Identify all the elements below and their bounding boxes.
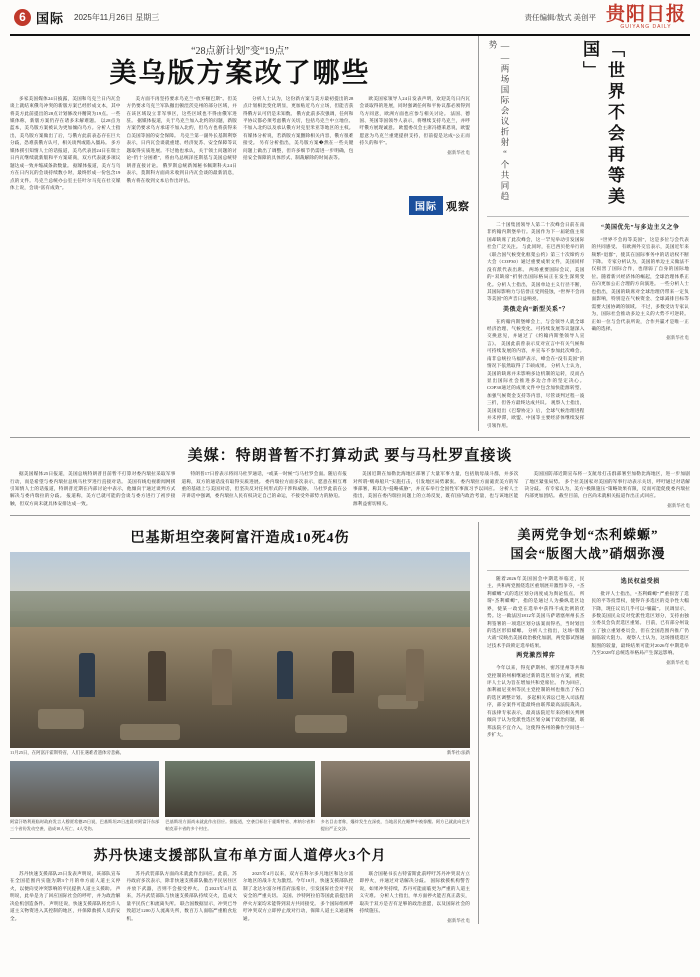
- story3-photo-caption: [10, 750, 470, 756]
- lead-byline: 据新华社电: [447, 149, 470, 155]
- section-title: 国际: [36, 10, 65, 26]
- story3-photo: [10, 552, 470, 748]
- story2-columns: [10, 470, 690, 509]
- story2-byline: 据新华社电: [667, 502, 690, 508]
- story2-para-4: 美国国防部近期宣布将一支航母打击群部署至加勒比海地区，进一步加剧了地区紧张局势。 多个拉美国家对美国的军事行动表示关切，呼吁通过对话解决分歧。 有专家认为，美方“极限施压”策略效果有限，反而可能促使委内瑞拉内部更加团结。 截至目前，白宫尚未就相关报道作出正式回应。: [524, 471, 690, 499]
- lead-headline: 美乌版方案改了哪些: [109, 58, 371, 88]
- paper-logo: [606, 5, 686, 30]
- lead-column-3: [243, 95, 354, 194]
- right-feature-column-1: [487, 221, 585, 431]
- lower-area: [10, 522, 690, 924]
- story4-column-1: [10, 870, 121, 924]
- divider-after-story2: [10, 515, 690, 516]
- story5-headline: [487, 526, 689, 564]
- story4-column-3: [243, 870, 354, 924]
- mini-photo-caption: 多名目击者称，爆炸发生在深夜，当地居民在睡梦中被惊醒。阿方已就此向巴方提出严正交涉。: [320, 819, 470, 831]
- photo-figure: [212, 649, 232, 705]
- right-feature-subhead-1: 美俄走向“新型关系”？: [502, 306, 569, 313]
- divider: [487, 216, 689, 217]
- story-sudan-ceasefire: [10, 845, 470, 924]
- lead-story: [10, 36, 470, 431]
- mini-photo-3: [321, 761, 470, 832]
- publication-date: 2025年11月26日 星期三: [74, 12, 160, 22]
- story2-column-2: [182, 470, 348, 509]
- story5-subhead-2: 选民权益受损: [620, 578, 660, 585]
- right-feature-para-2: 在约翰内斯堡峰会上，与会领导人就全球经济治理、气候变化、可持续发展等议题深入交换意见，并通过了《约翰内斯堡领导人宣言》。 美国此前曾表示反对宣言中有关气候和可持续发展的内容，并宣布不参加此次峰会。南非总统拉马福萨表示，峰会在“没有美国”的情况下依然取得了丰硕成果。 分析人士认为，美国的缺席并未影响多边机制的运转，反而凸显出国际社会推进多边合作的坚定决心。 COP30通过的成果文件中包含加快能源转型、加强气候资金支持等内容，尽管谈判过程一波三折，但各方最终达成共识。 观察人士指出，美国退出《巴黎协定》后，全球气候治理进程并未停滞，欧盟、中国等主要经济体继续发挥引领作用。: [487, 318, 585, 428]
- story5-para-2: 今年以来，得克萨斯州、密苏里州等共和党控制的州相继通过新的选区划分方案，被批评人士认为旨在增加共和党席位。 作为回应，加利福尼亚州等民主党控制的州也推出了各自的选区调整计划。 多起相关诉讼已进入司法程序，部分案件可能最终由联邦最高法院裁决。 有法律专家表示，最高法院近年来的相关判例倾向于认为党派性选区划分属于政治问题，联邦法院不宜介入，这使得各州的操作空间进一步扩大。: [487, 665, 585, 737]
- story2-column-4: [525, 470, 691, 509]
- story5-para-1: 随着2026年美国国会中期选举临近，民主、共和两党围绕选区重划展开激烈争夺，“杰利蝾螈”式的选区划分再度成为舆论焦点。 所谓“杰利蝾螈”，指的是通过人为操纵选区边界，使某一政党在选举中获得不成比例的优势。这一做法因1812年美国马萨诸塞州州长杰利签署的一项选区划分法案而得名，当时划出的选区形似蝾螈。 分析人士指出，这场“版图大战”反映出美国政治极化加剧，两党都试图通过技术手段锁定选举结果。: [487, 575, 585, 648]
- story4-para-2: 苏丹武装部队方面尚未就此作出回应。此前，苏丹政府多次表示，除非快速支援部队撤出平民居住区并放下武器，否则不会接受停火。 自2023年4月以来，苏丹武装部队与快速支援部队持续交火，造成大量平民伤亡和流离失所。 联合国数据显示，冲突已导致超过1200万人流离失所，数百万人面临严重粮食危机。: [126, 870, 237, 921]
- story3-headline: 巴基斯坦空袭阿富汗造成10死4伤: [130, 531, 350, 547]
- divider-after-story3: [10, 838, 470, 839]
- mini-photo-1: [10, 761, 159, 832]
- mini-photo-image: [321, 761, 470, 817]
- masthead-right: [525, 5, 686, 30]
- lead-para-2: 美方面不再坚持要求乌克兰“放弃顿巴斯”。但美方仍要求乌克兰军队撤出顿涅茨克州的部分区域，并在该区域设立非军事区，这些区域也不得由俄军进驻。 据媒体报道，关于乌克兰加入北约的问题，新版方案仍要求乌方承诺不加入北约，但乌方也将获得来自美国等国的安全保障。 乌克兰第一副外长基斯利察表示，日内瓦会谈就重建、经济复苏、安全保障等议题取得实质进展。不过他也承认，关于领土问题的讨论“仍十分困难”，将由乌总统泽连斯基与美国总统特朗普直接讨论。 俄罗斯总统新闻秘书佩斯科夫24日表示，莫斯科方面尚未收到日内瓦会谈的最新消息，俄方将在收到文本后作出评估。: [126, 95, 237, 183]
- story2-para-3: 美国近期在加勒比海地区部署了大量军事力量，包括航母战斗群，并多次对所谓“贩毒船只”实施打击，引发地区局势紧张。 委内瑞拉方面谴责美方的军事部署，称其为“侵略威胁”，并宣布举行全国性军事演习予以回应。 分析人士指出，美国在委内瑞拉问题上的立场反复，既有国内政治考量，也与该地区能源利益密切相关。: [353, 471, 519, 506]
- badge-guancha: 观察: [446, 200, 470, 213]
- mini-photo-image: [165, 761, 314, 817]
- divider-after-lead: [10, 437, 690, 438]
- story-gerrymandering: [478, 522, 689, 924]
- lead-kicker: “28点新计划”变“19点”: [191, 46, 289, 57]
- right-feature-column-2: [592, 221, 690, 431]
- story4-para-3: 2025年4月以来，双方在科尔多凡地区和达尔富尔地区的战斗尤为激烈。今年10月，快速支援部队控制了北达尔富尔州首府法希尔，引发国际社会对平民安全的严重关切。 美国、沙特阿拉伯等国此前提出的停火方案均未能得到双方共同接受。 多个国际组织呼吁冲突双方立即停止敌对行动，保障人道主义通道畅通。: [243, 870, 354, 921]
- photo-figure: [406, 649, 424, 701]
- story4-column-4: [360, 870, 471, 924]
- photo-rock: [120, 724, 180, 740]
- lead-para-1: 多家美国媒体24日披露，美国和乌克兰日内瓦会谈上就结束俄乌冲突的新版方案已经形成文本，其中将美方此前提出的28点计划修改并精简为19点。一些媒体称，新版方案仍存在诸多未解难题。 以28点为蓝本，美乌版方案被认为更加倾向乌方。分析人士指出，美乌版方案做出了后，与俄方此前表态存在巨大分歧，恐难获俄方认可，相关谈判或陷入僵局。 多方媒体援引知情人士的话报道，美乌代表团24日在瑞士日内瓦继续就新版和平方案磋商，双方代表就多项议题达成一致并缩减条款数量。 据媒体报道，美方与乌方在日内瓦的会谈持续数小时，最终形成一份包含19点的文件。乌克兰总统办公室主任叶尔马克在社交媒体上说，会谈“富有成效”。: [10, 95, 121, 190]
- paper-title: 贵阳日报: [605, 3, 686, 25]
- story4-para-4: 联合国秘书长古特雷斯此前呼吁苏丹冲突双方立即停火，并通过对话解决分歧。 国际救援机构警告说，如果冲突持续，苏丹可能面临更为严重的人道主义灾难。 分析人士指出，单方面停火能否真正落实，取决于双方是否有足够的政治意愿，以及国际社会的持续施压。: [359, 870, 470, 914]
- lead-column-2: [127, 95, 238, 194]
- masthead: [10, 0, 690, 36]
- right-feature-para-1: 二十国集团领导人第二十次峰会日前在南非约翰内斯堡举行。美国作为下一届轮值主席国却缺席了此次峰会，这一罕见举动引发国际社会广泛关注。 与此同时，在巴西贝伦举行的《联合国气候变化框架公约》第三十次缔约方大会（COP30）通过重要成果文件，美国同样没有派代表出席。 两场重要国际会议，美国的“双缺席”折射出国际格局正在发生深刻变化。分析人士指出，美国单边主义行径不断，其国际影响力与信誉正受到侵蚀，“世界不会再等美国”的声音日益响亮。: [487, 222, 585, 302]
- story4-para-1: 苏丹快速支援部队25日发表声明说，该部队宣布在全国范围内实施为期3个月的单方面人道主义停火，以便向受冲突影响的平民提供人道主义援助。 声明说，此举是为了回应国际社会的呼吁，并为政治解决危机创造条件。 声明还说，快速支援部队将允许人道主义物资进入其控制的地区，并保障救援人员的安全。: [10, 870, 121, 921]
- right-feature-story: [478, 36, 689, 431]
- observation-badge-row: [10, 196, 470, 215]
- story5-columns: [487, 575, 689, 740]
- badge-guoji: 国际: [409, 196, 443, 215]
- right-feature-subtitle: ——两场国际会议折射“个共同趋势: [488, 40, 510, 202]
- story-trump-maduro: [10, 444, 690, 509]
- story5-headline-line2: 国会“版图大战”硝烟弥漫: [510, 546, 666, 562]
- lead-para-4: 欧美国家领导人24日发表声明，欢迎美乌日内瓦会谈取得的进展，同时强调任何和平协议都必须得到乌方同意，欧洲方面也应参与相关讨论。 法国、德国、英国等国领导人表示，将继续支持乌克兰，并呼吁俄方展现诚意。 欧盟委员会主席冯德莱恩说，欧盟愿意为乌克兰重建提供支持，但前提是达成“公正而持久的和平”。: [359, 95, 470, 146]
- story4-column-2: [127, 870, 238, 924]
- story5-column-2: [592, 575, 690, 740]
- mini-photo-image: [10, 761, 159, 817]
- mini-photo-2: [165, 761, 314, 832]
- editor-credit: 责任编辑/敖式 美创平: [524, 12, 596, 22]
- story5-para-3: 批评人士指出，“杰利蝾螈”严重损害了选民的平等投票权，使得许多选区的竞争性大幅下降，现任议员几乎可以“躺赢”。 民调显示，多数美国民众反对党派性选区划分，支持由独立委员会负责选区重划。 目前，已有部分州设立了独立重划委员会，但在全国范围内推广仍面临较大阻力。 观察人士认为，这场围绕选区版图的较量，最终结果可能对2026年中期选举乃至2028年总统选举格局产生深远影响。: [591, 590, 689, 656]
- right-feature-headline: 「世界不会再等美国」: [580, 40, 624, 208]
- lead-column-4: [360, 95, 471, 194]
- story5-byline: 据新华社电: [666, 659, 689, 665]
- photo-caption-text: 11月25日，在阿富汗霍斯特省，人们在遇难者遗体旁悲痛。: [10, 750, 124, 756]
- photo-figure: [277, 651, 293, 699]
- lead-para-3: 分析人士认为，这份新方案与美方最初提出的28点计划相比变化明显，更加贴近乌方立场，但能否获得俄方认可仍是未知数。 俄方此前多次强调，任何和平协议都必须考虑俄方关切，包括乌克兰中立地位、不加入北约以及承认俄方对克里米亚等地区的主权。 有媒体分析说，若新版方案删除相关内容，俄方很难接受。 另有分析指出，美乌版方案�然在一些关键问题上做出了调整，但许多细节仍需进一步明确，包括安全保障的具体形式、制裁解除的时间表等。: [243, 95, 354, 161]
- top-area: [10, 36, 690, 431]
- story2-headline: 美媒：特朗普暂不打算动武 要与马杜罗直接谈: [187, 448, 513, 465]
- story3-mini-photos: [10, 761, 470, 832]
- story4-headline: 苏丹快速支援部队宣布单方面人道停火3个月: [93, 848, 387, 864]
- divider: [487, 570, 689, 571]
- right-feature-subhead-2: “美国优先”与多边主义之争: [600, 225, 680, 231]
- photo-figure: [332, 651, 354, 693]
- page-number-badge: 6: [14, 9, 31, 26]
- story2-para-1: 据美国媒体25日报道，美国总统特朗普目前暂不打算对委内瑞拉采取军事行动，而是希望与委内瑞拉总统马杜罗进行直接对话。 美国有线电视新闻网援引知情人士的话报道，特朗普近期在内部讨论中表示，他倾向于通过谈判方式解决与委内瑞拉的分歧。 报道称，美方已就可能的会谈与委方进行了初步接触，但双方尚未就具体安排达成一致。: [10, 471, 176, 506]
- story2-para-2: 特朗普17日曾表示将同马杜罗通话，“或某一时候”与马杜罗会面。随后有报道称，双方的通话没有取得实质进展。 委内瑞拉方面多次表示，愿意在相互尊重的基础上与美国对话，但坚决反对任何形式的干涉和威胁。 马杜罗此前在公开讲话中强调，委内瑞拉人民有权决定自己的命运，不接受外部势力的胁迫。: [181, 471, 347, 499]
- story4-columns: [10, 870, 470, 924]
- mini-photo-caption: 阿富汗塔利班临时政府发言人穆贾希德25日说，巴基斯坦25日凌晨对阿富汗东部三个省份发动空袭，造成10人死亡、4人受伤。: [10, 819, 160, 831]
- story5-column-1: [487, 575, 585, 740]
- right-feature-columns: [487, 221, 689, 431]
- paper-title-pinyin: GUIYANG DAILY: [620, 23, 672, 30]
- story2-column-3: [353, 470, 519, 509]
- photo-credit: 新华社/法新: [446, 750, 470, 756]
- story5-subhead-1: 两党激烈博弈: [516, 653, 556, 660]
- lead-column-1: [10, 95, 121, 194]
- photo-figure: [148, 651, 166, 701]
- story4-byline: 据新华社电: [447, 917, 470, 923]
- story2-column-1: [10, 470, 176, 509]
- photo-rock: [295, 715, 347, 733]
- right-feature-para-3: “世界不会再等美国”，这是多位与会代表的共同感受。 有欧洲外交官表示，美国近年来频繁“退群”，使其在国际事务中的话语权不断下降。 专家分析认为，美国的单边主义做法不仅损害了国际合作，也削弱了自身的国际地位。随着新兴经济体的崛起，全球治理体系正在向更加公正合理的方向演进。 一些分析人士也指出，美国的缺席对全球治理仍带来一定负面影响，特别是在气候资金、全球减排目标等需要大国协调的领域。 不过，多数受访专家认为，国际社会推动多边主义的大势不可逆转。正如一位与会代表所说，合作共赢才是唯一正确的选择。: [591, 236, 689, 331]
- story5-headline-line1: 美两党争划“杰利蝾螈”: [517, 527, 659, 543]
- photo-rock: [38, 709, 84, 729]
- right-feature-byline: 据新华社电: [666, 335, 689, 341]
- right-feature-title-wrap: [487, 40, 689, 208]
- lead-columns: [10, 95, 470, 194]
- story-pakistan-airstrike: [10, 522, 470, 924]
- mini-photo-caption: 巴基斯坦方面尚未就此作出回应。据报道，空袭目标位于霍斯特省、库纳尔省和帕克蒂卡省的多个村庄。: [165, 819, 315, 831]
- photo-figure: [79, 653, 95, 697]
